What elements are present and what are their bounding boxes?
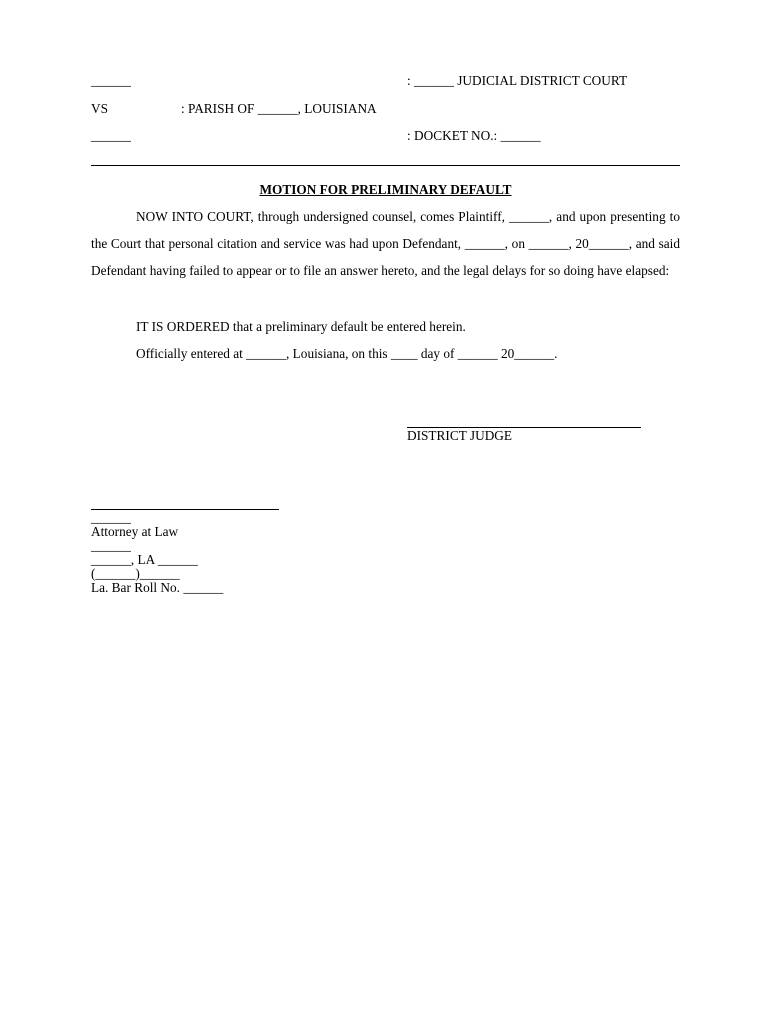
versus-label: VS xyxy=(91,101,108,116)
parish-line: : PARISH OF ______, LOUISIANA xyxy=(181,101,377,116)
attorney-phone-line: (______)______ xyxy=(91,566,180,581)
document-title: MOTION FOR PRELIMINARY DEFAULT xyxy=(259,182,512,197)
judge-label: DISTRICT JUDGE xyxy=(407,428,513,443)
attorney-bar-roll: La. Bar Roll No. ______ xyxy=(91,580,224,595)
motion-paragraph: NOW INTO COURT, through undersigned counsel, comes Plaintiff, ______, and upon presenting to the Court that personal citation and service was had upon Defendant, ______, on ______, 20______, and said Defendant having failed to appear or to file an answer hereto, and the legal delays for so doing have elapsed: xyxy=(91,209,680,279)
order-statement: IT IS ORDERED that a preliminary default be entered herein. xyxy=(136,319,466,334)
attorney-city-line: ______, LA ______ xyxy=(91,552,198,567)
docket-number: : DOCKET NO.: ______ xyxy=(407,128,541,143)
plaintiff-blank: ______ xyxy=(91,73,131,88)
attorney-title: Attorney at Law xyxy=(91,524,179,539)
caption-divider xyxy=(91,165,680,166)
defendant-blank: ______ xyxy=(91,128,131,143)
court-name: : ______ JUDICIAL DISTRICT COURT xyxy=(407,73,628,88)
attorney-address-blank: ______ xyxy=(91,538,131,553)
entry-statement: Officially entered at ______, Louisiana, on this ____ day of ______ 20______. xyxy=(136,346,558,361)
attorney-name-blank: ______ xyxy=(91,510,131,525)
